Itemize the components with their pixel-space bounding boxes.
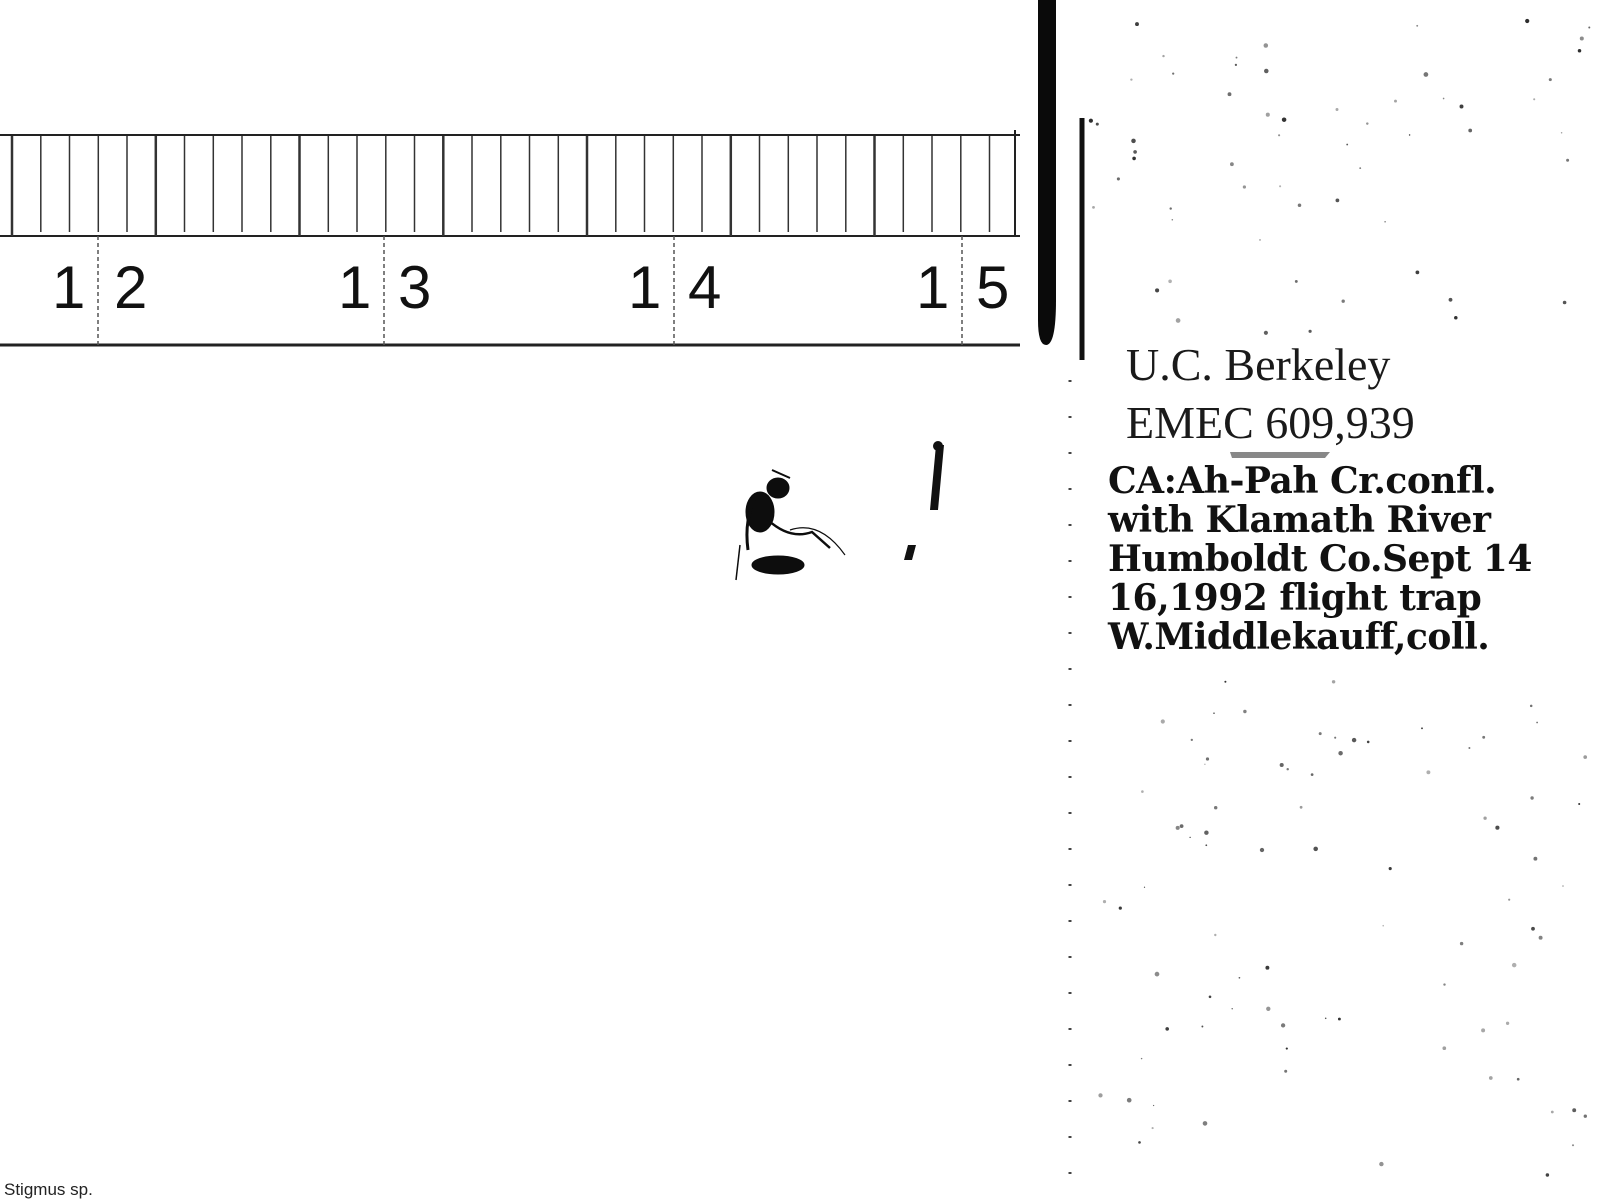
speckle [1336,108,1339,111]
speckle [1278,134,1280,136]
speckle [1265,966,1269,970]
speckle [1517,1078,1520,1081]
speckle [1533,857,1537,861]
speckle [1389,867,1392,870]
speckle [1131,139,1136,144]
speckle [1172,219,1174,221]
speckle [1243,185,1246,188]
speckle [1119,907,1122,910]
speckle [1426,770,1430,774]
speckle [1512,963,1516,967]
speckle [1155,972,1160,977]
speckle [1089,119,1093,123]
speckle [1325,1018,1327,1020]
speckle [1442,1046,1446,1050]
speckle [1394,100,1397,103]
speckle [1132,157,1136,161]
speckle [1384,221,1386,223]
speckle [1572,1108,1576,1112]
speckle [1286,768,1288,770]
speckle [1506,1022,1509,1025]
speckle [1578,803,1580,805]
speckle [1214,806,1217,809]
insect-specimen-icon [736,470,845,580]
speckle [1206,757,1209,760]
speckle [1138,1141,1141,1144]
speckle [1264,69,1269,74]
speckle [1483,817,1486,820]
speckle [1489,1076,1493,1080]
speckle [1231,1008,1232,1009]
speckle [1161,719,1165,723]
speckle [1460,105,1464,109]
speckle [1572,1144,1574,1146]
speckle [1266,1007,1270,1011]
speckle [1551,1111,1554,1114]
speckle [1214,934,1216,936]
speckle [1342,300,1345,303]
speckle [1239,977,1241,979]
speckle [1176,318,1181,323]
speckle [1549,78,1552,81]
speckle [1266,113,1270,117]
speckle [1141,790,1144,793]
speckle [1336,199,1340,203]
speckle [1536,722,1538,724]
speckle [1168,280,1172,284]
speckle [1096,123,1099,126]
species-caption: Stigmus sp. [4,1180,93,1199]
locality-label [1108,462,1532,657]
speckle [1155,288,1159,292]
speckle [1449,298,1453,302]
speckle [1103,900,1106,903]
speckle [1468,747,1470,749]
speckle [1144,887,1145,888]
speckle [1313,847,1318,852]
speckle [1443,983,1445,985]
speckle [1563,301,1567,305]
speckle [1170,207,1172,209]
speckle [1209,995,1212,998]
ruler-number: 4 [688,254,722,321]
speckle [1454,316,1458,320]
speckle [1130,78,1132,80]
speckle [1495,826,1499,830]
speckle [1165,1027,1169,1031]
speckle [1236,57,1238,59]
speckle [1205,844,1207,846]
ruler-number: 5 [976,254,1010,321]
speckle [1284,1070,1287,1073]
speckle [1468,129,1472,133]
ruler-number: 2 [114,254,148,321]
catalog-number: EMEC 609,939 [1126,397,1415,448]
speckle [1319,732,1322,735]
speckle [1203,1121,1208,1126]
speckle [1366,122,1368,124]
speckle [1228,92,1232,96]
speckle [1213,712,1215,714]
speckle [1533,98,1535,100]
speckle [1281,1023,1285,1027]
speckle [1460,942,1463,945]
speckle [1204,830,1208,834]
speckle [1204,764,1205,765]
speckle [1421,727,1423,729]
speckle [1264,331,1268,335]
speckle [1546,1173,1549,1176]
speckle [1224,681,1226,683]
ruler-number: 1 [628,254,662,321]
speckle [1279,185,1281,187]
speckle [1092,206,1095,209]
speckle [1580,36,1584,40]
speckle [1583,755,1587,759]
speckle [1379,1162,1383,1166]
speckle [1298,204,1302,208]
speckle [1191,739,1193,741]
speckle [1135,22,1139,26]
speckle [1280,763,1284,767]
locality-line: with Klamath River [1108,499,1491,541]
speckle [1133,150,1137,154]
speckle [1180,824,1184,828]
speckle [1424,72,1429,77]
debris-marks [904,441,944,560]
speckle [1282,117,1287,122]
speckle [1508,899,1510,901]
speckle [1259,239,1261,241]
ruler-number: 3 [398,254,432,321]
speckle [1578,49,1582,53]
institution-label: U.C. Berkeley [1126,339,1391,390]
speckle [1309,330,1312,333]
speckle [1172,73,1174,75]
pin-stroke [1038,0,1056,345]
speckle [1098,1093,1102,1097]
locality-line: 16,1992 flight trap [1108,577,1482,619]
speckle [1141,1058,1142,1059]
speckle [1260,848,1264,852]
speckle [1286,1048,1288,1050]
speckle [1367,741,1370,744]
speckle [1162,55,1164,57]
speckle [1117,177,1120,180]
speckle [1482,736,1485,739]
speckle [1530,796,1533,799]
speckle [1566,159,1569,162]
ruler-number: 1 [916,254,950,321]
label-smudge [1230,452,1330,458]
speckle [1359,167,1361,169]
locality-line: W.Middlekauff,coll. [1108,616,1490,658]
speckle [1176,826,1180,830]
speckle [1127,1098,1132,1103]
speckle [1530,705,1533,708]
ruler-ticks [12,136,990,236]
speckle [1338,1018,1341,1021]
speckle [1338,751,1342,755]
speckle [1531,927,1535,931]
speckle [1235,64,1237,66]
speckle [1230,162,1234,166]
speckle [1481,1028,1485,1032]
speckle [1243,710,1246,713]
speckle [1332,680,1335,683]
locality-line: Humboldt Co.Sept 14 [1108,538,1532,580]
speckle [1300,806,1303,809]
speckle [1561,132,1563,134]
speckle [1443,98,1445,100]
speckle [1409,134,1410,135]
speckle [1264,43,1269,48]
speckle [1346,144,1348,146]
speckle [1352,738,1356,742]
speckle [1416,25,1418,27]
speckle [1588,26,1590,28]
speckle [1189,837,1190,838]
speckle [1382,925,1384,927]
ruler-divisions [98,236,962,345]
speckle [1584,1115,1587,1118]
locality-line: CA:Ah-Pah Cr.confl. [1108,460,1497,502]
speckle [1152,1127,1154,1129]
speckle [1334,737,1336,739]
speckle [1295,280,1298,283]
ruler-number: 1 [52,254,86,321]
speckle [1201,1026,1203,1028]
speckle [1416,271,1420,275]
ruler [0,130,1020,345]
speckle [1562,885,1564,887]
ruler-number: 1 [338,254,372,321]
speckle [1153,1105,1154,1106]
speckle [1311,773,1314,776]
speckle [1539,936,1543,940]
speckle [1525,19,1529,23]
